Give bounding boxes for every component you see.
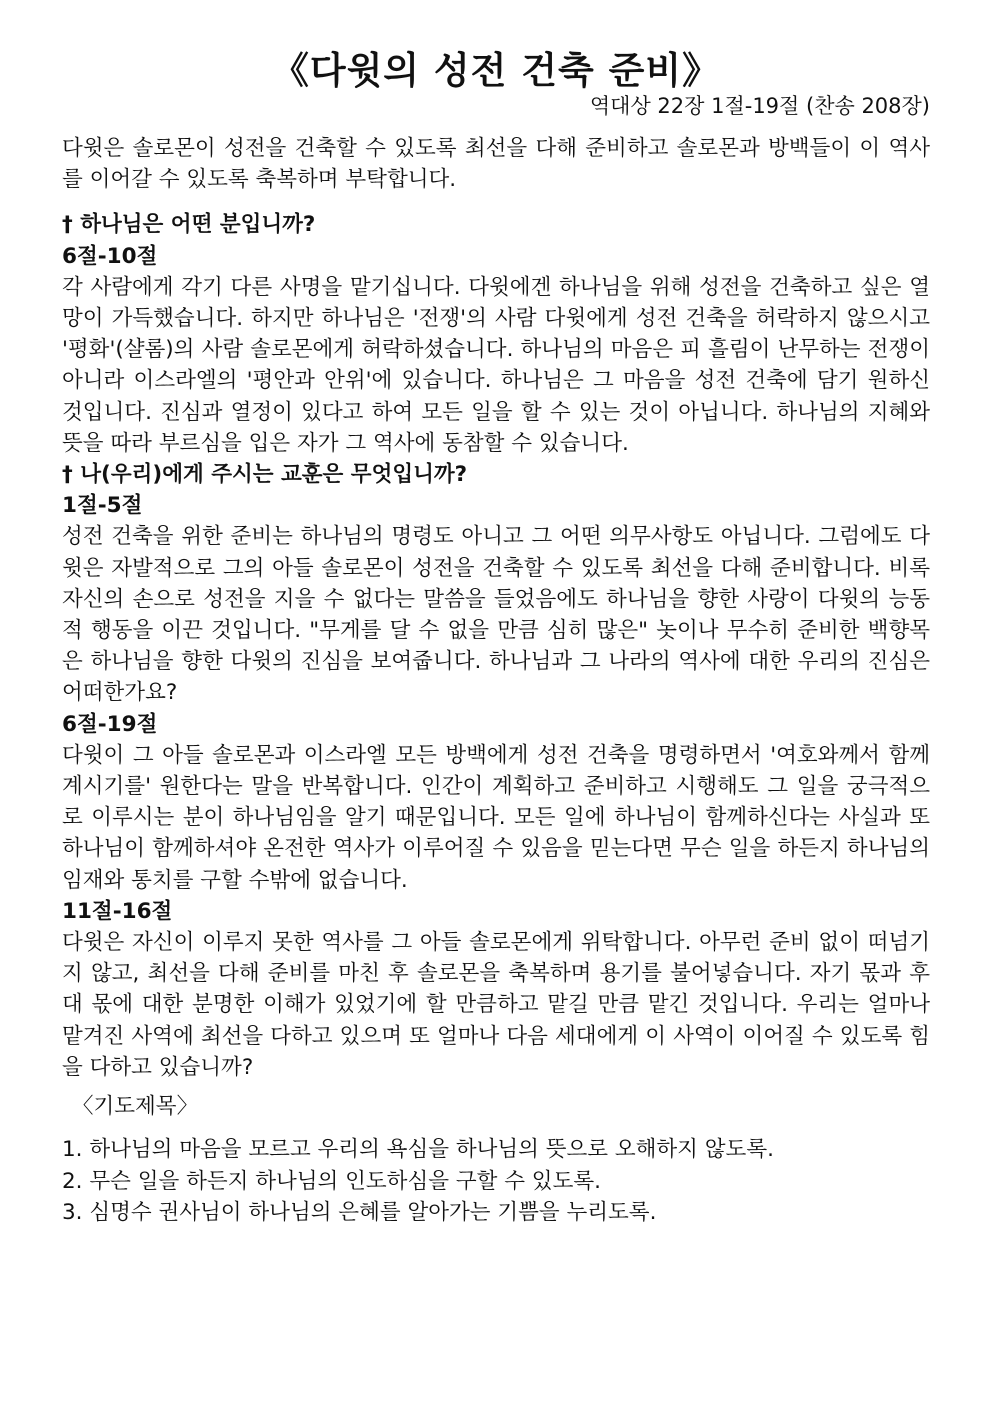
section-paragraph: 성전 건축을 위한 준비는 하나님의 명령도 아니고 그 어떤 의무사항도 아닙니다. 그럼에도 다윗은 자발적으로 그의 아들 솔로몬이 성전을 건축할 수 있도록 최선을 다해 준비합니다. 비록 자신의 손으로 성전을 지을 수 없다는 말씀을 들었음에도 하나님을 향한 사랑이 다윗의 능동적 행동을 이끈 것입니다. "무게를 달 수 없을 만큼 심히 많은" 놋이나 무수히 준비한 백향목은 하나님을 향한 다윗의 진심을 보여줍니다. 하나님과 그 나라의 역사에 대한 우리의 진심은 어떠한가요? (62, 524, 930, 706)
section-paragraph: 다윗은 자신이 이루지 못한 역사를 그 아들 솔로몬에게 위탁합니다. 아무런 준비 없이 떠넘기지 않고, 최선을 다해 준비를 마친 후 솔로몬을 축복하며 용기를 불어넣습니다. 자기 몫과 후대 몫에 대한 분명한 이해가 있었기에 할 만큼하고 맡길 만큼 맡긴 것입니다. 우리는 얼마나 맡겨진 사역에 최선을 다하고 있으며 또 얼마나 다음 세대에게 이 사역이 이어질 수 있도록 힘을 다하고 있습니까? (62, 930, 930, 1080)
prayer-list (62, 1134, 930, 1228)
section-paragraph: 각 사람에게 각기 다른 사명을 맡기십니다. 다윗에겐 하나님을 위해 성전을 건축하고 싶은 열망이 가득했습니다. 하지만 하나님은 '전쟁'의 사람 다윗에게 성전 건축을 허락하지 않으시고 '평화'(샬롬)의 사람 솔로몬에게 허락하셨습니다. 하나님의 마음은 피 흘림이 난무하는 전쟁이 아니라 이스라엘의 '평안과 안위'에 있습니다. 하나님은 그 마음을 성전 건축에 담기 원하신 것입니다. 진심과 열정이 있다고 하여 모든 일을 할 수 있는 것이 아닙니다. 하나님의 지혜와 뜻을 따라 부르심을 입은 자가 그 역사에 동참할 수 있습니다. (62, 274, 930, 456)
document-body (62, 133, 930, 1228)
prayer-item: 1. 하나님의 마음을 모르고 우리의 욕심을 하나님의 뜻으로 오해하지 않도록. (62, 1137, 774, 1163)
section-question: † 나(우리)에게 주시는 교훈은 무엇입니까? (62, 462, 468, 488)
section-question: † 하나님은 어떤 분입니까? (62, 212, 316, 238)
prayer-item: 3. 심명수 권사님이 하나님의 은혜를 알아가는 기쁨을 누리도록. (62, 1199, 657, 1225)
prayer-heading: 〈기도제목〉 (72, 1094, 199, 1120)
prayer-section (62, 1091, 930, 1228)
section-lesson (62, 459, 930, 1083)
verse-range: 6절-10절 (62, 243, 158, 269)
section-paragraph: 다윗이 그 아들 솔로몬과 이스라엘 모든 방백에게 성전 건축을 명령하면서 '여호와께서 함께 계시기를' 원한다는 말을 반복합니다. 인간이 계획하고 준비하고 시행해도 그 일을 궁극적으로 이루시는 분이 하나님임을 알기 때문입니다. 모든 일에 하나님이 함께하신다는 사실과 또 하나님이 함께하셔야 온전한 역사가 이루어질 수 있음을 믿는다면 무슨 일을 하든지 하나님의 임재와 통치를 구할 수밖에 없습니다. (62, 742, 930, 893)
scripture-reference: 역대상 22장 1절-19절 (찬송 208장) (589, 94, 930, 118)
page-title: 《다윗의 성전 건축 준비》 (271, 49, 721, 92)
section-who-is-god (62, 209, 930, 459)
verse-range: 1절-5절 (62, 493, 143, 519)
verse-range: 11절-16절 (62, 898, 173, 924)
intro-paragraph: 다윗은 솔로몬이 성전을 건축할 수 있도록 최선을 다해 준비하고 솔로몬과 방백들이 이 역사를 이어갈 수 있도록 축복하며 부탁합니다. (62, 136, 930, 193)
prayer-item: 2. 무슨 일을 하든지 하나님의 인도하심을 구할 수 있도록. (62, 1168, 601, 1194)
verse-range: 6절-19절 (62, 711, 158, 737)
